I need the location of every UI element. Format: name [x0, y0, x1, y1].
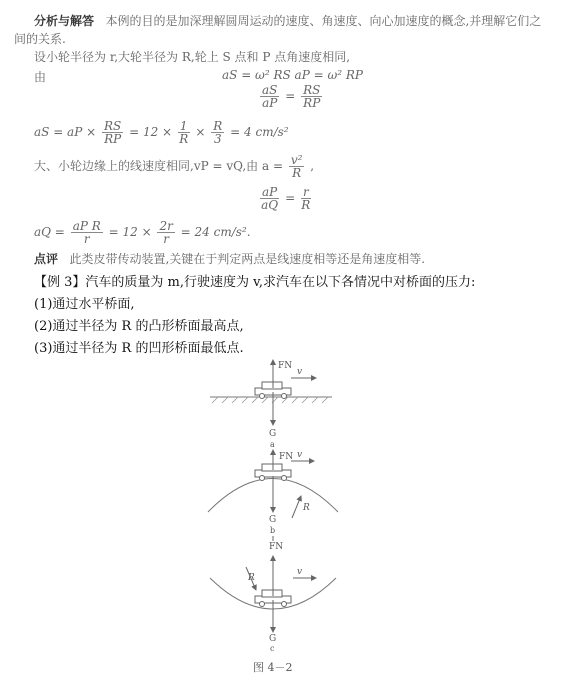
eq3-left: aS = aP × — [34, 125, 97, 139]
you-label: 由 — [34, 70, 47, 84]
ratio1-eq: = — [285, 89, 296, 103]
ratio2-rhs-num: r — [302, 185, 309, 199]
ratio2-lhs-den: aQ — [261, 198, 279, 212]
force-g-label-c: G — [269, 634, 277, 644]
ratio2-eq: = — [285, 191, 296, 205]
comment-label: 点评 — [34, 252, 59, 266]
intro-line-2: 间的关系. — [14, 32, 66, 46]
eq3-f3-den: 3 — [213, 132, 222, 146]
equation-omega: aS = ω² RS aP = ω² RP — [222, 68, 363, 82]
figure-caption: 图 4－2 — [253, 661, 293, 674]
eq3-mid: = 12 × — [129, 125, 173, 139]
force-n-label-c: FN — [269, 542, 284, 552]
eq6-f2-num: 2r — [159, 219, 173, 233]
velocity-label-a: v — [297, 367, 303, 377]
eq3-f2-num: 1 — [179, 119, 188, 133]
force-n-label-b: FN — [279, 452, 294, 462]
eq3-f3-num: R — [213, 119, 223, 133]
line4-f-num: v² — [290, 153, 303, 167]
ratio1-lhs-den: aP — [262, 96, 278, 110]
radius-label-b: R — [303, 503, 310, 513]
eq6-mid: = 12 × — [108, 225, 152, 239]
ratio2-rhs-den: R — [301, 198, 311, 212]
eq3-f1-den: RP — [104, 132, 122, 146]
ratio1-rhs-den: RP — [303, 96, 321, 110]
solution-heading: 分析与解答 — [34, 14, 95, 28]
ratio1-lhs-num: aS — [262, 83, 278, 97]
label-a: a — [270, 440, 275, 449]
example-item-1: (1)通过水平桥面, — [34, 297, 135, 312]
example-item-2: (2)通过半径为 R 的凸形桥面最高点, — [34, 319, 244, 334]
eq6-f1-den: r — [83, 232, 90, 246]
setup-line: 设小轮半径为 r,大轮半径为 R,轮上 S 点和 P 点角速度相同, — [34, 50, 351, 64]
eq3-f1-num: RS — [103, 119, 122, 133]
eq6-f2-den: r — [163, 232, 170, 246]
eq3-f2-den: R — [179, 132, 189, 146]
ratio2-lhs-num: aP — [262, 185, 278, 199]
comment-text: 此类皮带传动装置,关键在于判定两点是线速度相等还是角速度相等. — [69, 252, 426, 266]
velocity-label-c: v — [297, 567, 303, 577]
intro-text-1: 本例的目的是加深理解圆周运动的速度、角速度、向心加速度的概念,并理解它们之 — [105, 14, 542, 28]
eq3-times: × — [195, 125, 206, 139]
radius-label-c: R — [248, 573, 255, 583]
eq6-left: aQ = — [34, 225, 65, 239]
line4-end: , — [310, 159, 315, 173]
force-g-label-b: G — [269, 515, 277, 525]
velocity-label-b: v — [297, 450, 303, 460]
diagram-concave-bridge — [210, 536, 336, 653]
eq3-right: = 4 cm/s² — [230, 125, 289, 139]
eq6-f1-num: aP R — [72, 219, 101, 233]
line4-text: 大、小轮边缘上的线速度相同,vP = vQ,由 a = — [34, 159, 284, 173]
eq6-right: = 24 cm/s². — [180, 225, 251, 239]
label-b: b — [270, 526, 276, 535]
line4-f-den: R — [292, 166, 302, 180]
label-c: c — [270, 644, 275, 653]
force-n-label-a: FN — [278, 361, 293, 371]
ratio1-rhs-num: RS — [303, 83, 321, 97]
diagram-convex-bridge — [208, 450, 338, 535]
force-g-label-a: G — [269, 429, 277, 439]
radius-arrow — [292, 496, 301, 518]
example-item-3: (3)通过半径为 R 的凹形桥面最低点. — [34, 341, 244, 356]
diagram-flat-road — [210, 360, 332, 449]
example-title: 【例 3】汽车的质量为 m,行驶速度为 v,求汽车在以下各情况中对桥面的压力: — [34, 275, 476, 290]
